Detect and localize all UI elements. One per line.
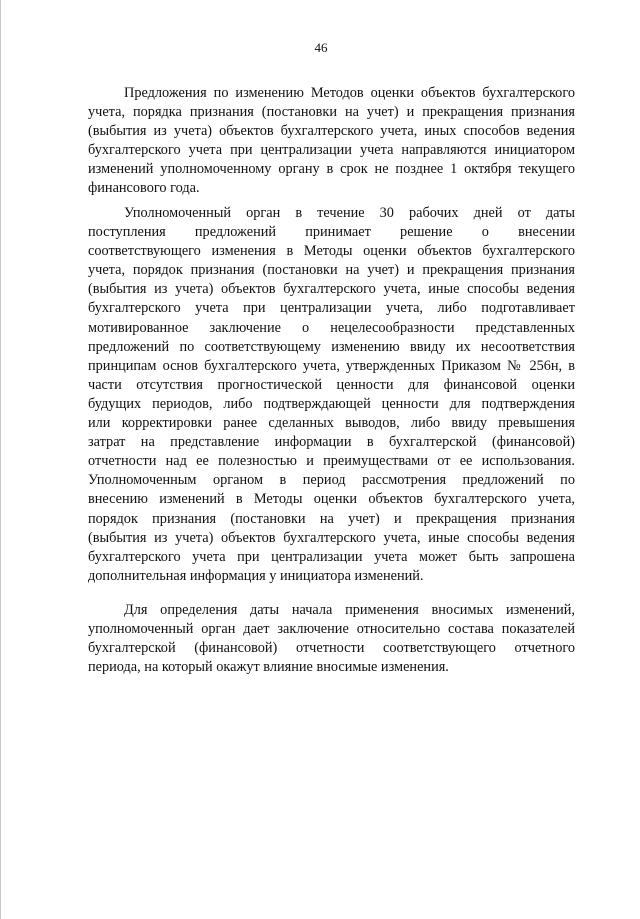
page-number: 46 (314, 40, 328, 55)
paragraph-line: бухгалтерского учета при централизации учета может быть запрошена (88, 548, 575, 565)
paragraph-line: финансового года. (88, 180, 200, 197)
paragraph-line: принципам основ бухгалтерского учета, утвержденных Приказом № 256н, в (88, 357, 575, 374)
paragraph-line: изменений уполномоченному органу в срок не позднее 1 октября текущего (88, 161, 575, 178)
paragraph-line: мотивированное заключение о нецелесообразности представленных (88, 319, 575, 336)
paragraph-line: Предложения по изменению Методов оценки объектов бухгалтерского (124, 85, 575, 101)
paragraph-line: (выбытия из учета) объектов бухгалтерского учета, иных способов ведения (88, 123, 575, 140)
paragraph-line: периода, на который окажут влияние вносимые изменения. (88, 659, 449, 676)
paragraph-line: Уполномоченный орган в течение 30 рабочих дней от даты (124, 205, 575, 221)
paragraph-line: предложений по соответствующему изменению ввиду их несоответствия (88, 338, 575, 355)
paragraph-line: Для определения даты начала применения вносимых изменений, (124, 602, 575, 618)
paragraph-line: соответствующего изменения в Методы оценки объектов бухгалтерского (88, 243, 575, 260)
paragraph-line: или корректировки ранее сделанных выводов, либо ввиду превышения (88, 415, 575, 432)
paragraph-line: отчетности над ее полезностью и преимуществами от ее использования. (88, 453, 575, 470)
paragraph-line: (выбытия из учета) объектов бухгалтерского учета, иные способы ведения (88, 529, 575, 546)
paragraph-line: бухгалтерской (финансовой) отчетности соответствующего отчетного (88, 640, 575, 657)
paragraph-proposals-submission (88, 84, 575, 199)
paragraph-line: бухгалтерского учета при централизации учета, либо подготавливает (88, 300, 575, 317)
paragraph-line: внесению изменений в Методы оценки объектов бухгалтерского учета, (88, 491, 575, 508)
paragraph-line: (выбытия из учета) объектов бухгалтерского учета, иные способы ведения (88, 281, 575, 298)
paragraph-line: уполномоченный орган дает заключение относительно состава показателей (88, 621, 575, 638)
paragraph-line: учета, порядок признания (постановки на учет) и прекращения признания (88, 262, 575, 279)
paragraph-line: части отсутствия прогностической ценности для финансовой оценки (88, 376, 575, 393)
paragraph-line: бухгалтерского учета при централизации учета направляются инициатором (88, 142, 575, 159)
paragraph-line: Уполномоченным органом в период рассмотрения предложений по (88, 472, 575, 489)
paragraph-line: поступления предложений принимает решение о внесении (88, 224, 575, 241)
paragraph-authorized-body-decision (88, 204, 575, 586)
paragraph-effective-date-conclusion (88, 601, 575, 677)
paragraph-line: затрат на представление информации в бухгалтерской (финансовой) (88, 434, 575, 451)
paragraph-line: порядок признания (постановки на учет) и прекращения признания (88, 510, 575, 527)
paragraph-line: учета, порядка признания (постановки на учет) и прекращения признания (88, 104, 575, 121)
paragraph-line: будущих периодов, либо подтверждающей ценности для подтверждения (88, 395, 575, 412)
paragraph-line: дополнительная информация у инициатора изменений. (88, 567, 424, 584)
